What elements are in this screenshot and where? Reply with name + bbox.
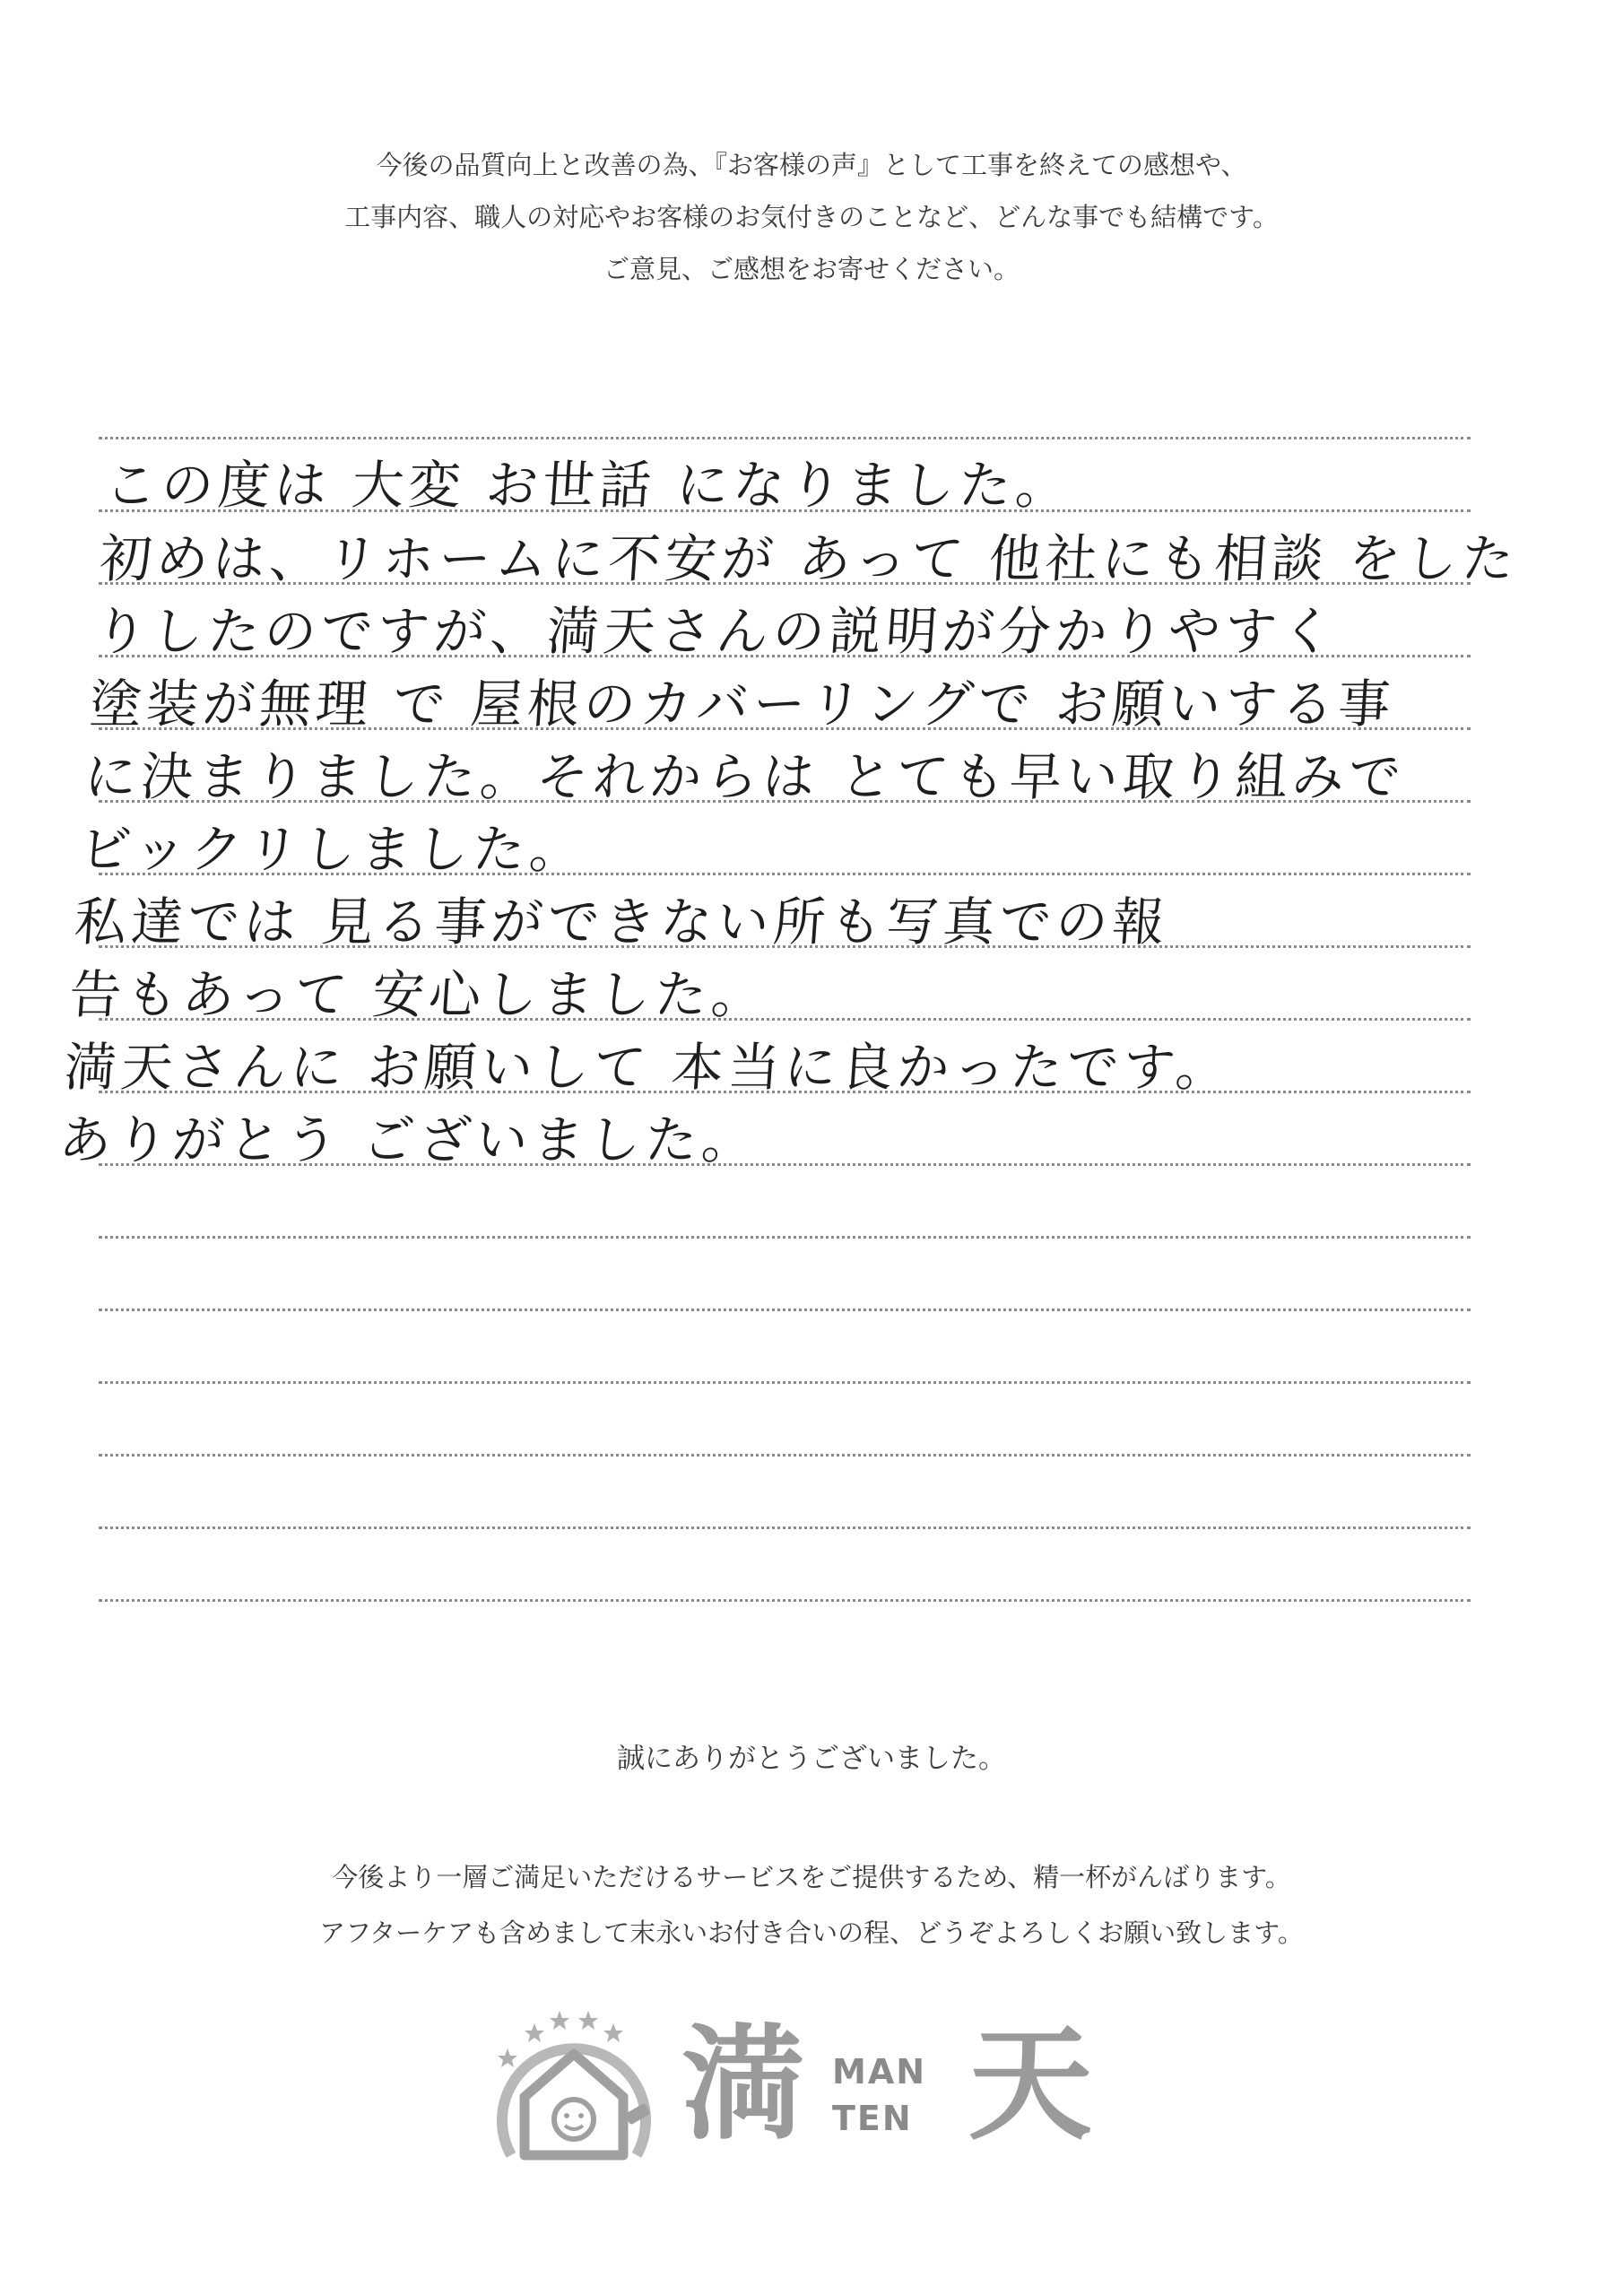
thanks-message: 誠にありがとうございました。 [617, 1743, 1006, 1775]
logo-kanji-man: 満 [681, 2013, 806, 2157]
letter-line-9: 満天さんに お願いして 本当に良かったです。 [62, 1037, 1235, 1098]
letter-line-1: この度は 大変 お世話 になりました。 [102, 455, 1074, 516]
letter-line-3: りしたのですが、満天さんの説明が分かりやすく [92, 601, 1341, 662]
instructions-line-3: ご意見、ご感想をお寄せください。 [603, 254, 1020, 284]
logo-roman-ten: TEN [832, 2099, 913, 2138]
closing-line-1: 今後より一層ご満足いただけるサービスをご提供するため、精一杯がんばります。 [332, 1862, 1291, 1892]
ruled-line [99, 1526, 1471, 1529]
company-logo [484, 1998, 1130, 2169]
letter-line-6: ビックリしました。 [77, 819, 588, 880]
instructions-line-2: 工事内容、職人の対応やお客様のお気付きのことなど、どんな事でも結構です。 [344, 202, 1279, 232]
closing-line-2: アフターケアも含めまして末永いお付き合いの程、どうぞよろしくお願い致します。 [319, 1918, 1304, 1948]
letter-line-5: に決まりました。それからは とても早い取り組みで [82, 746, 1408, 807]
letter-line-10: ありがとう ございました。 [56, 1109, 760, 1170]
ruled-line [99, 1309, 1471, 1311]
logo-kanji-ten: 天 [968, 2013, 1093, 2157]
ruled-line [99, 1236, 1471, 1239]
letter-line-4: 塗装が無理 で 屋根のカバーリングで お願いする事 [87, 674, 1397, 735]
letter-line-7: 私達では 見る事ができない所も写真での報 [72, 891, 1171, 952]
logo-roman-man: MAN [832, 2052, 927, 2092]
letter-line-2: 初めは、リホームに不安が あって 他社にも相談 をした [98, 528, 1521, 589]
ruled-line [99, 437, 1471, 439]
ruled-line [99, 1454, 1471, 1457]
closing-message [0, 1849, 1623, 1961]
instructions-line-1: 今後の品質向上と改善の為、『お客様の声』として工事を終えての感想や、 [376, 150, 1247, 180]
house-emblem-icon [484, 1998, 664, 2169]
letter-line-8: 告もあって 安心しました。 [67, 964, 770, 1025]
ruled-line [99, 1381, 1471, 1384]
ruled-line [99, 1599, 1471, 1602]
